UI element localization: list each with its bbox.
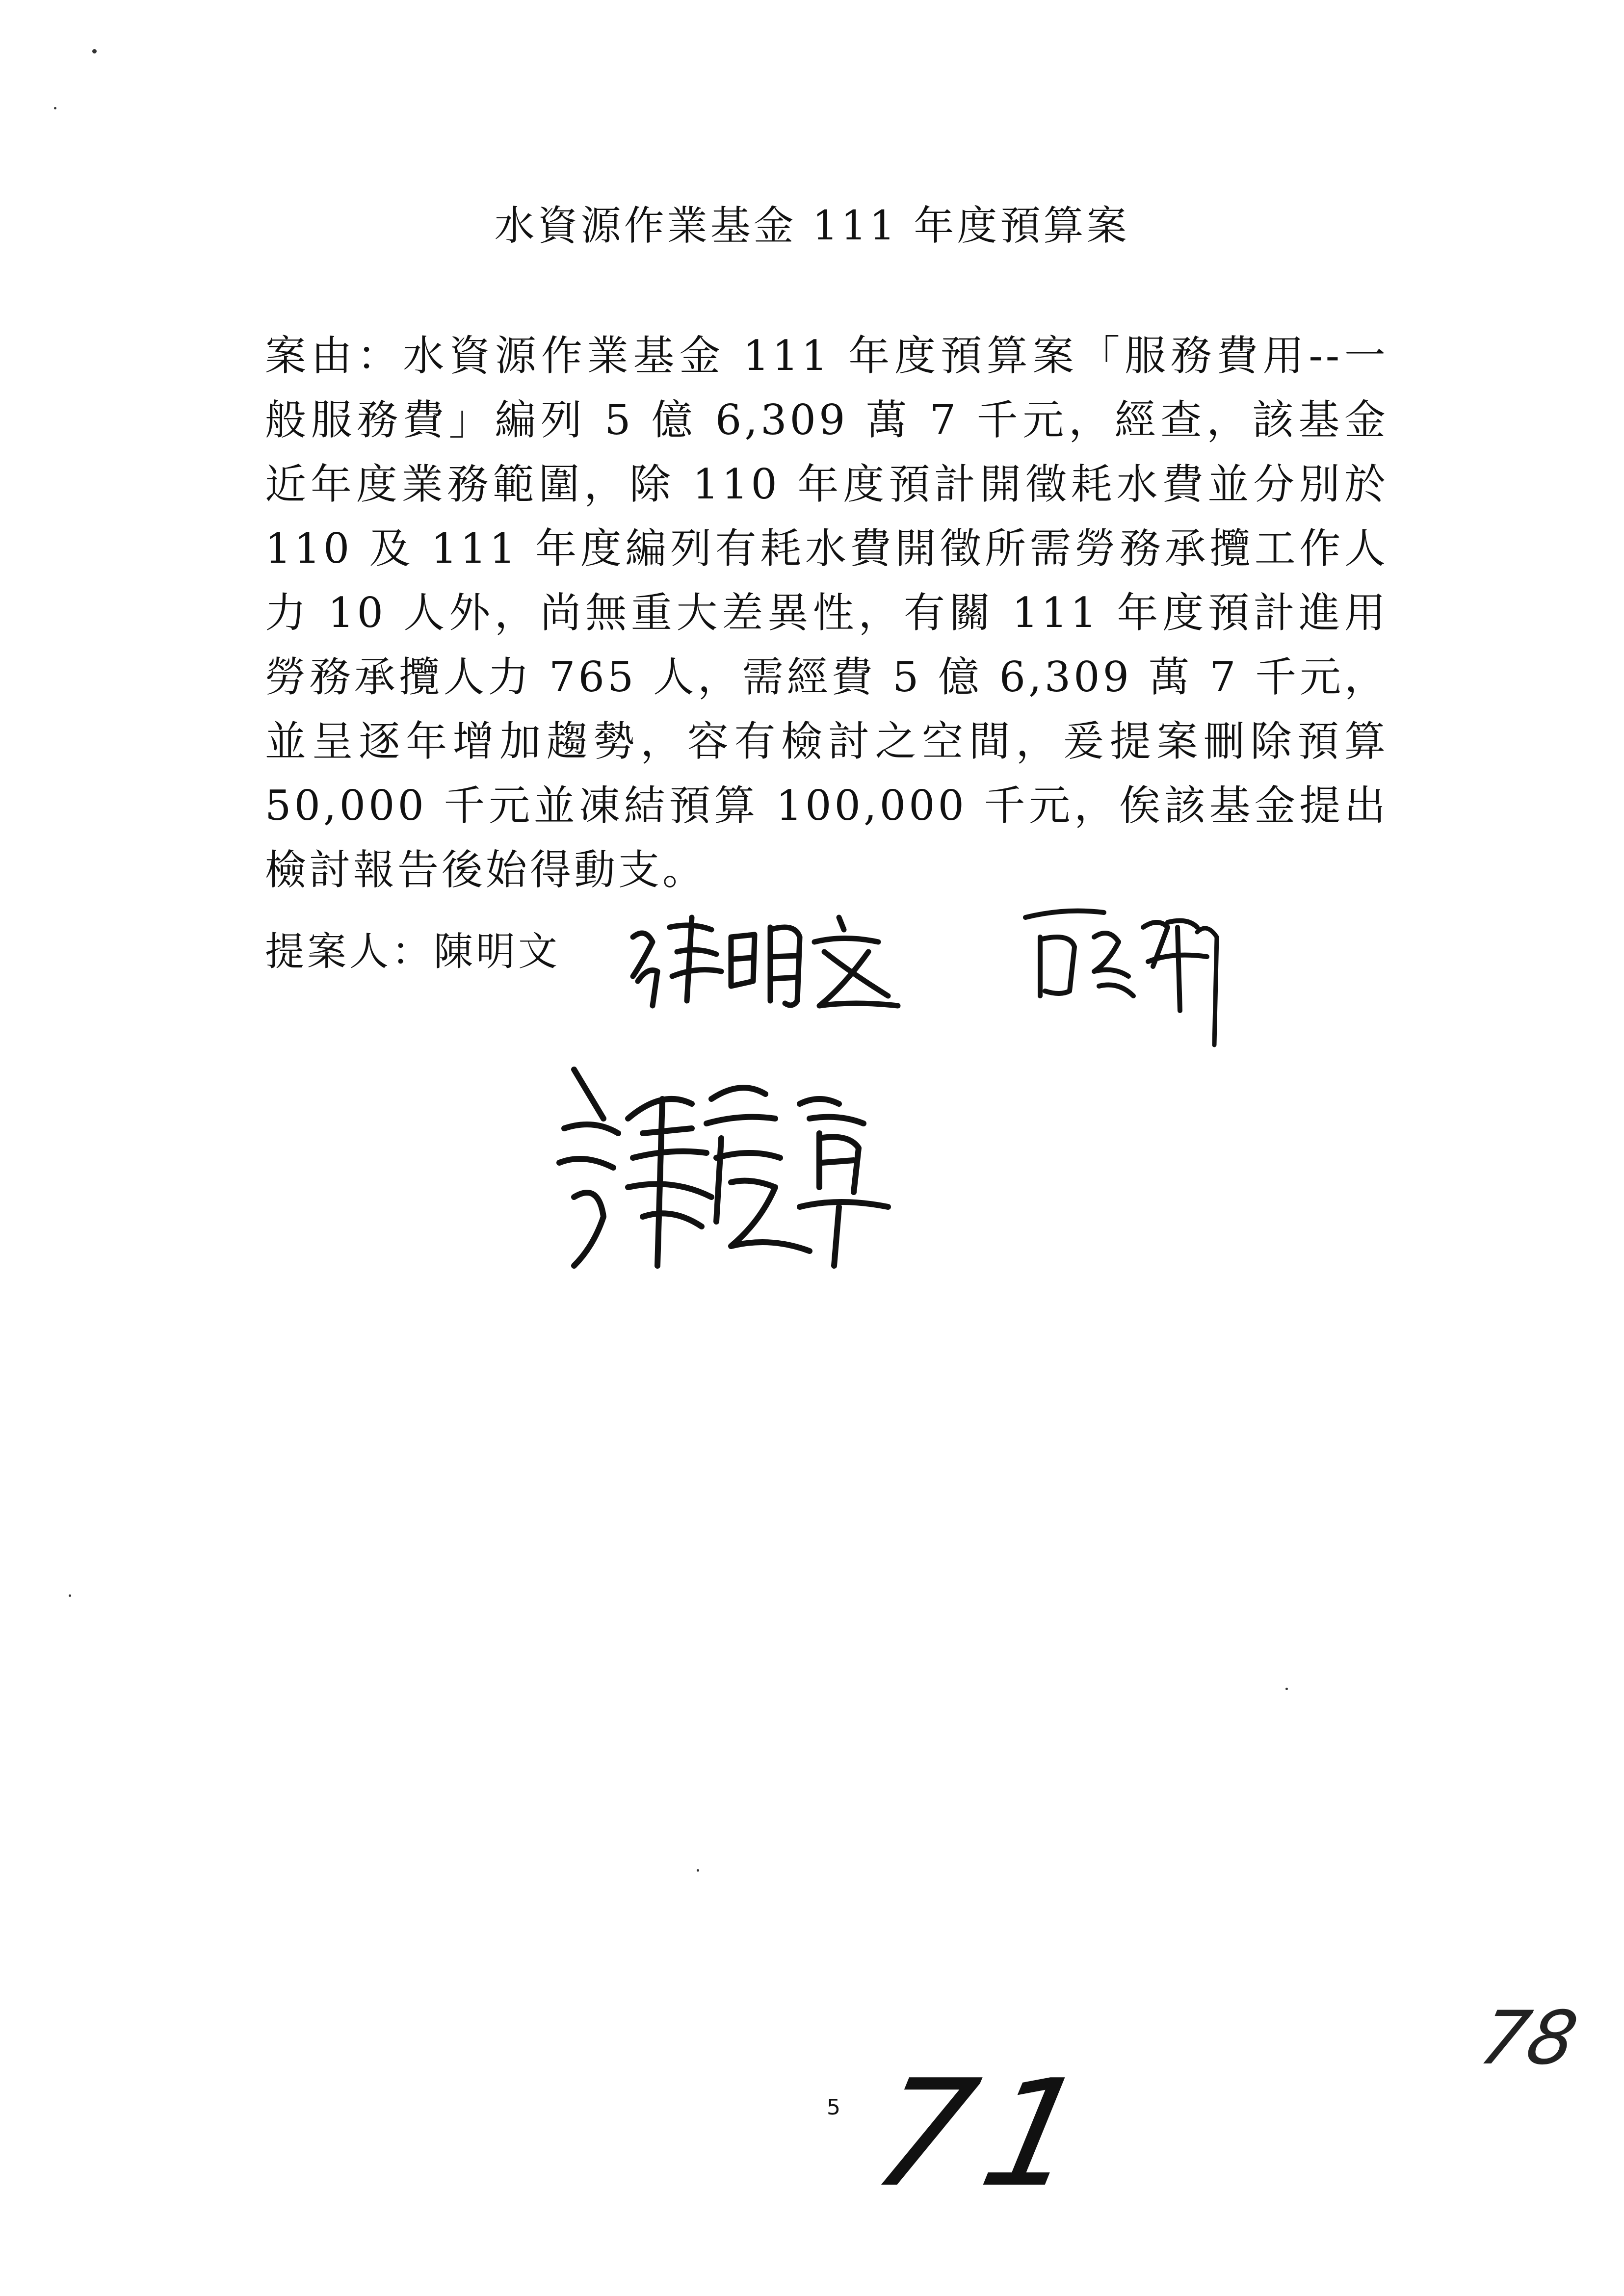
document-title: 水資源作業基金 111 年度預算案 [494, 203, 1130, 249]
proposal-text: 案由：水資源作業基金 111 年度預算案「服務費用--一般服務費」編列 5 億 6,309 萬 7 千元，經查，該基金近年度業務範圍，除 110 年度預計開徵耗水費並分別於 110 及 111 年度編列有耗水費開徵所需勞務承攬工作人力 10 人外，尚無重大差異性，有關 111 年度預計進用勞務承攬人力 765 人，需經費 5 億 6,309 萬 7 千元，並呈逐年增加趨勢，容有檢討之空間，爰提案刪除預算 50,000 千元並凍結預算 100,000 千元，俟該基金提出檢討報告後始得動支。 [265, 332, 1388, 894]
proposer-label: 提案人：陳明文 [265, 929, 560, 974]
signature-3 [545, 1060, 947, 1290]
scan-speck [54, 107, 56, 109]
signature-1 [623, 908, 908, 1025]
scan-speck [92, 49, 97, 53]
handwritten-page-number: 71 [860, 2048, 1113, 2219]
scan-speck [697, 1869, 699, 1872]
scan-speck [1285, 1688, 1288, 1690]
scan-speck [69, 1594, 71, 1597]
signature-2 [1021, 898, 1236, 1055]
handwritten-corner-number: 78 [1472, 1996, 1585, 2081]
page-number: 5 [827, 2095, 840, 2120]
